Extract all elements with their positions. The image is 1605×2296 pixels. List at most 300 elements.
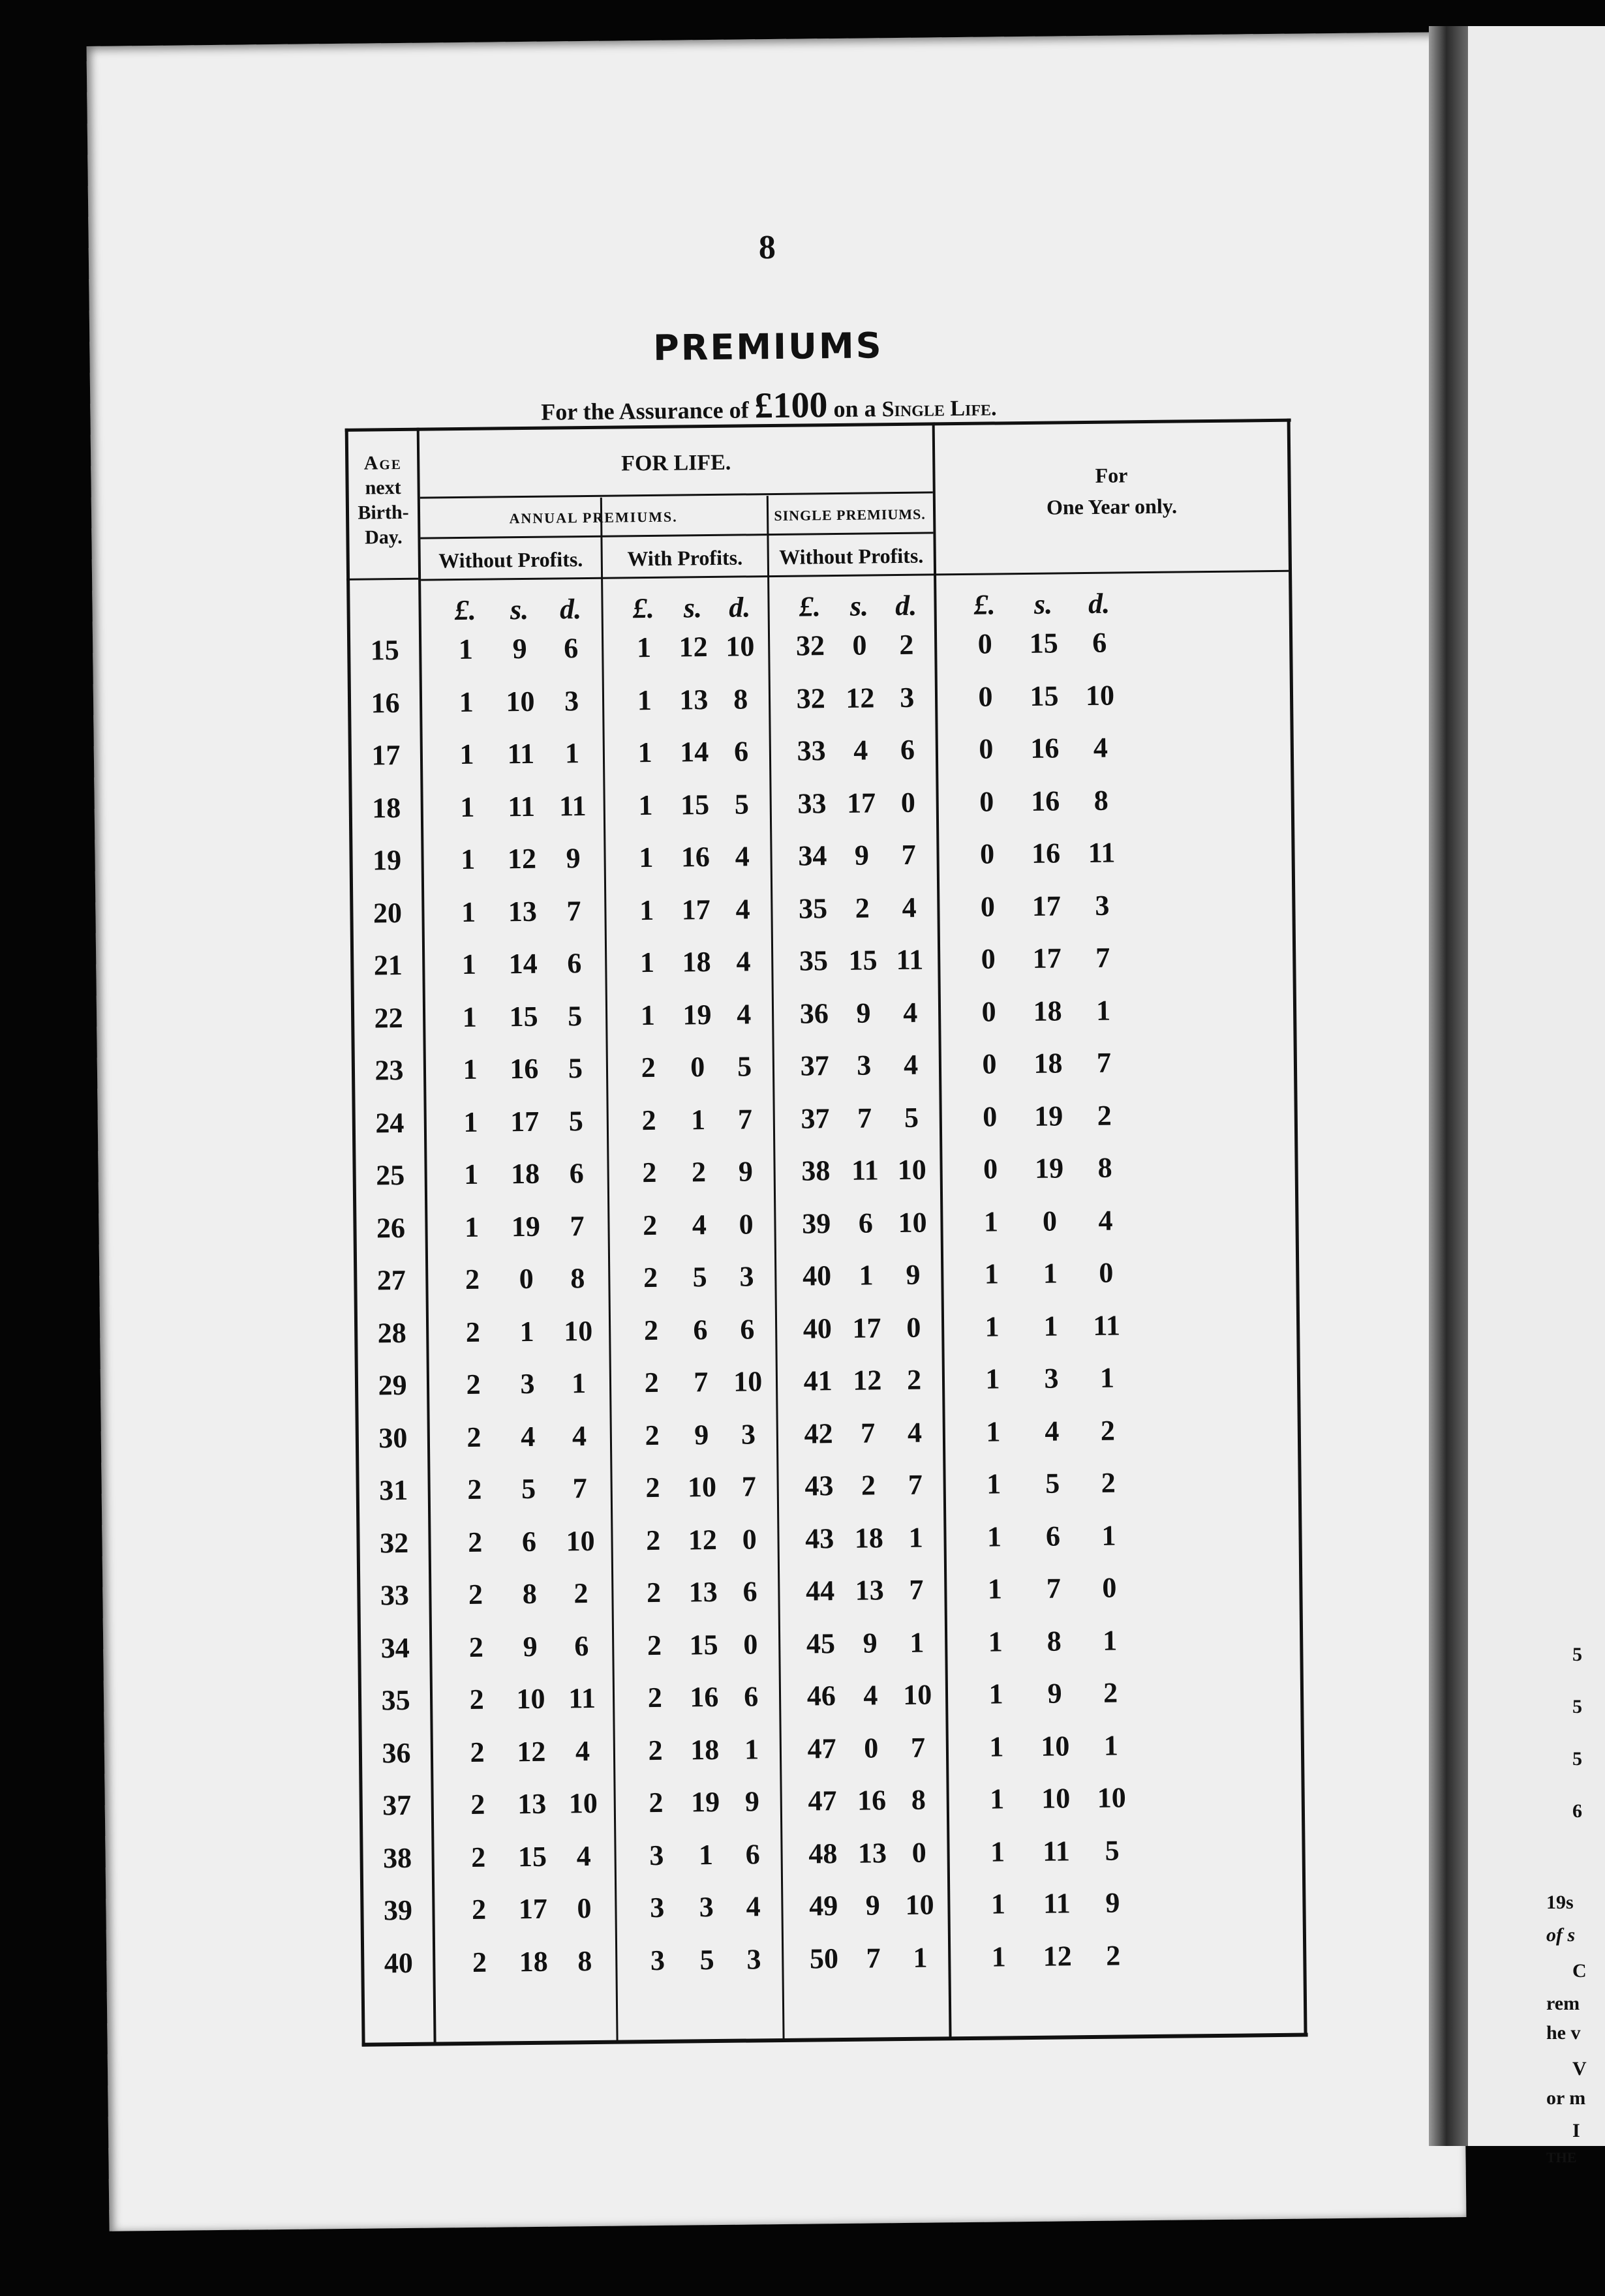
premium-cell: 38 (801, 1155, 831, 1187)
premium-cell: 18 (510, 1157, 540, 1190)
premium-cell: 2 (645, 1471, 660, 1504)
premium-cell: 0 (900, 786, 916, 819)
premium-cell: 17 (846, 786, 876, 819)
premium-cell: 17 (681, 893, 711, 926)
premium-cell: 1 (859, 1259, 874, 1292)
premium-cell: 1 (637, 684, 652, 716)
premium-cell: 6 (567, 947, 582, 980)
subtitle-suffix: on a (833, 395, 876, 423)
premium-cell: 19 (1034, 1099, 1063, 1132)
premium-cell: 1 (459, 738, 474, 771)
premium-cell: 3 (649, 1891, 665, 1924)
premium-cell: 5 (568, 1104, 584, 1137)
premium-cell: 12 (688, 1523, 718, 1556)
premium-cell: 17 (1032, 942, 1062, 974)
premium-cell: 39 (801, 1207, 831, 1240)
premium-cell: 5 (1045, 1467, 1060, 1500)
premium-cell: 7 (901, 838, 916, 871)
premium-cell: 7 (572, 1472, 588, 1505)
premium-cell: 8 (1097, 1151, 1112, 1184)
premium-cell: 2 (1103, 1676, 1118, 1709)
premium-cell: 12 (507, 842, 537, 875)
premium-cell: 10 (563, 1314, 593, 1347)
single-premiums-header: SINGLE PREMIUMS. (774, 506, 926, 524)
premium-cell: 0 (906, 1311, 921, 1344)
next-page-fragment: rem (1546, 1993, 1580, 2014)
premium-cell: 1 (639, 841, 654, 874)
premium-cell: 2 (861, 1469, 876, 1502)
premium-cell: 9 (512, 632, 527, 665)
premium-cell: 13 (688, 1575, 718, 1609)
premium-cell: 5 (568, 1052, 583, 1085)
premium-cell: 0 (980, 890, 996, 923)
premium-cell: 47 (808, 1785, 837, 1817)
premium-cell: 4 (902, 996, 918, 1029)
premium-cell: 6 (900, 733, 915, 766)
premium-cell: 10 (566, 1524, 595, 1557)
premium-cell: 13 (517, 1787, 547, 1820)
premium-cell: 5 (567, 999, 583, 1032)
premium-cell: 9 (854, 839, 870, 871)
annual-rule (420, 534, 767, 539)
premium-cell: 2 (642, 1156, 657, 1189)
premium-cell: 35 (798, 892, 828, 925)
premium-cell: 6 (1045, 1519, 1061, 1552)
age-header (348, 451, 418, 551)
premium-cell: 7 (857, 1101, 872, 1134)
for-life-header: FOR LIFE. (621, 450, 731, 476)
premium-cell: 1 (463, 1106, 478, 1138)
premium-cell: 9 (1105, 1886, 1120, 1919)
premium-cell: 18 (690, 1733, 720, 1766)
age-cell: 40 (384, 1946, 414, 1979)
premium-cell: 2 (641, 1051, 656, 1084)
age-cell: 37 (382, 1789, 412, 1822)
premium-cell: 19 (1034, 1152, 1064, 1185)
premium-cell: 2 (1101, 1466, 1116, 1499)
premium-cell: 4 (863, 1679, 878, 1712)
premium-cell: 10 (687, 1470, 717, 1503)
premium-cell: 18 (1033, 994, 1062, 1027)
age-cell: 18 (372, 791, 401, 824)
premium-cell: 7 (741, 1470, 757, 1503)
premium-cell: 4 (736, 945, 751, 978)
premium-cell: 2 (573, 1577, 588, 1610)
age-cell: 28 (377, 1316, 406, 1349)
age-cell: 24 (375, 1106, 405, 1139)
premium-cell: 4 (907, 1416, 923, 1449)
premium-cell: 4 (692, 1208, 707, 1241)
premium-cell: 1 (991, 1940, 1007, 1973)
premium-cell: 17 (1032, 889, 1062, 922)
premium-cell: 2 (465, 1263, 480, 1296)
premium-cell: 10 (506, 685, 535, 718)
premium-cell: 3 (649, 1839, 664, 1871)
subtitle-prefix: For the Assurance of (541, 397, 749, 425)
age-cell: 39 (383, 1894, 413, 1927)
premium-cell: 2 (472, 1946, 487, 1978)
age-header-line: Age (363, 451, 402, 474)
premium-cell: 1 (986, 1415, 1001, 1448)
premium-cell: 2 (642, 1209, 658, 1241)
premium-cell: 2 (1097, 1099, 1112, 1132)
premium-cell: 1 (986, 1468, 1001, 1500)
age-header-line: Day. (364, 526, 403, 549)
premium-cell: 2 (641, 1104, 656, 1136)
premium-cell: 4 (521, 1420, 536, 1453)
premium-cell: 16 (1030, 732, 1060, 764)
premium-cell: 2 (471, 1893, 487, 1926)
premium-cell: 18 (519, 1945, 548, 1978)
premium-cell: 2 (647, 1629, 662, 1661)
premium-cell: 44 (805, 1575, 835, 1607)
premium-cell: 7 (908, 1468, 923, 1501)
premium-cell: 0 (1099, 1256, 1114, 1289)
premium-cell: 3 (1044, 1362, 1059, 1395)
next-page-fragment: I (1572, 2120, 1580, 2141)
age-cell: 20 (373, 896, 403, 929)
premium-cell: 6 (743, 1680, 759, 1713)
unit-label: £. (454, 594, 476, 627)
premium-cell: 7 (866, 1941, 881, 1974)
premium-cell: 0 (983, 1153, 998, 1185)
premium-cell: 0 (978, 680, 993, 713)
age-header-line: Birth- (358, 501, 409, 524)
one-year-header-line: One Year only. (1046, 494, 1178, 519)
age-cell: 35 (381, 1684, 410, 1717)
premium-cell: 3 (741, 1417, 756, 1451)
premium-cell: 1 (640, 999, 656, 1031)
premium-cell: 1 (1103, 1729, 1119, 1762)
premium-cell: 1 (1101, 1519, 1116, 1552)
premium-cell: 10 (897, 1153, 927, 1186)
premium-cell: 19 (690, 1785, 720, 1819)
premium-cell: 32 (795, 629, 825, 662)
premium-cell: 1 (636, 631, 652, 664)
premium-cell: 1 (690, 1103, 706, 1136)
premium-cell: 1 (984, 1258, 1000, 1290)
premium-cell: 2 (467, 1473, 482, 1505)
premium-cell: 4 (737, 997, 752, 1031)
premium-cell: 11 (508, 790, 536, 823)
unit-label: £. (973, 588, 996, 621)
age-cell: 26 (376, 1211, 406, 1244)
age-cell: 27 (376, 1263, 406, 1297)
premium-cell: 2 (646, 1576, 662, 1609)
unit-label: s. (510, 593, 529, 626)
premium-cell: 10 (1041, 1729, 1070, 1762)
age-cell: 33 (380, 1578, 410, 1612)
premium-cell: 15 (689, 1628, 718, 1661)
premium-cell: 1 (464, 1211, 480, 1243)
premium-cell: 16 (1030, 784, 1060, 817)
premium-cell: 0 (979, 785, 994, 818)
unit-label: d. (894, 589, 917, 622)
premium-cell: 7 (909, 1573, 924, 1606)
premium-cell: 36 (799, 997, 829, 1030)
book-page (87, 32, 1467, 2231)
premium-cell: 3 (650, 1944, 665, 1976)
premium-cell: 15 (509, 1000, 538, 1033)
without-profits-header: Without Profits. (438, 547, 583, 573)
premium-cell: 48 (808, 1837, 838, 1870)
premium-cell: 19 (511, 1210, 541, 1243)
book-gutter (1429, 26, 1468, 2146)
premium-cell: 9 (906, 1258, 921, 1291)
age-cell: 15 (370, 634, 399, 667)
premium-cell: 1 (989, 1730, 1004, 1763)
premium-cell: 2 (906, 1363, 922, 1396)
premium-cell: 4 (903, 1048, 919, 1081)
premium-cell: 10 (726, 630, 755, 663)
premium-cell: 1 (460, 843, 476, 876)
page-title: PREMIUMS (652, 325, 883, 369)
premium-cell: 1 (460, 791, 475, 823)
premium-cell: 43 (804, 1470, 834, 1502)
age-cell: 16 (371, 686, 400, 719)
premium-cell: 4 (576, 1839, 591, 1872)
premium-cell: 1 (698, 1838, 714, 1871)
premium-cell: 9 (694, 1418, 709, 1451)
age-cell: 38 (382, 1841, 412, 1874)
premium-cell: 19 (682, 998, 712, 1031)
premium-cell: 14 (508, 947, 538, 980)
premium-cell: 2 (648, 1734, 663, 1766)
unit-label: d. (559, 593, 582, 626)
premium-cell: 9 (856, 996, 871, 1029)
premium-cell: 2 (469, 1683, 484, 1715)
unit-label: £. (799, 590, 821, 623)
premium-cell: 1 (1043, 1257, 1058, 1290)
next-page-fragment: 6 (1572, 1800, 1582, 1822)
premium-cell: 4 (1093, 731, 1108, 764)
premium-cell: 18 (1033, 1047, 1063, 1080)
premium-cell: 17 (852, 1311, 881, 1344)
premium-cell: 10 (905, 1888, 934, 1921)
premium-cell: 46 (806, 1680, 836, 1712)
premium-cell: 10 (568, 1787, 598, 1820)
premium-cell: 1 (519, 1315, 534, 1348)
premium-cell: 10 (902, 1678, 932, 1712)
premium-cell: 9 (523, 1630, 538, 1663)
premium-cell: 6 (733, 735, 749, 768)
age-cell: 25 (375, 1158, 405, 1192)
premium-cell: 12 (853, 1364, 882, 1397)
premium-cell: 1 (989, 1783, 1005, 1815)
table-right-rule (1287, 419, 1307, 2036)
premium-cell: 43 (805, 1522, 834, 1555)
premium-cell: 18 (854, 1521, 884, 1554)
premium-cell: 1 (988, 1625, 1003, 1658)
subtitle-suffix-smallcaps: Single Life. (881, 396, 997, 422)
subtitle-amount: £100 (754, 385, 828, 427)
premium-cell: 2 (643, 1314, 659, 1346)
premium-cell: 2 (468, 1631, 484, 1663)
premium-cell: 42 (804, 1417, 833, 1450)
premium-cell: 6 (1092, 626, 1107, 659)
premium-cell: 0 (983, 1100, 998, 1133)
premium-cell: 13 (508, 895, 538, 928)
premium-cell: 1 (459, 686, 474, 718)
age-cell: 23 (374, 1053, 404, 1087)
premium-cell: 4 (1098, 1204, 1113, 1237)
premium-cell: 8 (1093, 784, 1108, 817)
premium-cell: 3 (520, 1367, 535, 1400)
table-bottom-rule (362, 2033, 1308, 2047)
premium-cell: 1 (638, 789, 653, 821)
premium-cell: 0 (577, 1892, 592, 1925)
premium-cell: 1 (987, 1573, 1003, 1605)
premium-cell: 13 (679, 683, 709, 716)
premium-cell: 7 (860, 1416, 876, 1449)
premium-cell: 10 (898, 1206, 927, 1239)
premium-cell: 7 (1046, 1572, 1062, 1605)
premium-cell: 2 (855, 891, 870, 924)
premium-cell: 2 (1105, 1939, 1121, 1972)
premium-cell: 3 (746, 1942, 761, 1976)
premium-cell: 2 (466, 1368, 481, 1400)
premium-cell: 16 (857, 1784, 887, 1817)
premium-cell: 5 (692, 1261, 707, 1293)
premium-cell: 6 (521, 1525, 537, 1558)
premium-cell: 1 (458, 633, 474, 666)
premium-cell: 9 (738, 1155, 754, 1188)
premium-cell: 10 (1041, 1782, 1071, 1815)
premium-cell: 6 (742, 1575, 757, 1608)
premium-cell: 40 (802, 1312, 833, 1345)
single-without-profits-header: Without Profits. (779, 543, 924, 569)
age-cell: 19 (372, 843, 402, 877)
premium-cell: 3 (1095, 889, 1110, 922)
premium-cell: 8 (1047, 1624, 1062, 1657)
premium-cell: 7 (566, 894, 581, 927)
premium-cell: 0 (979, 733, 994, 765)
single-rule (767, 532, 933, 536)
premium-cell: 16 (680, 841, 711, 873)
next-page-fragment: C (1572, 1960, 1587, 1982)
premium-cell: 12 (846, 681, 875, 714)
page-number: 8 (758, 228, 776, 267)
unit-label: £. (632, 592, 655, 625)
premium-cell: 9 (744, 1785, 760, 1818)
premium-cell: 15 (1030, 679, 1059, 712)
premium-cell: 2 (465, 1316, 481, 1348)
premium-cell: 0 (982, 1048, 997, 1080)
premium-cell: 2 (646, 1524, 661, 1556)
premium-cell: 7 (1095, 941, 1110, 974)
premium-cell: 6 (745, 1837, 761, 1871)
premium-cell: 1 (986, 1520, 1002, 1553)
next-page-fragment: V (1572, 2058, 1587, 2079)
premium-cell: 9 (566, 842, 581, 875)
for-life-rule (420, 491, 933, 498)
premium-cell: 3 (739, 1260, 754, 1293)
premium-cell: 11 (1088, 836, 1116, 869)
premium-cell: 9 (863, 1626, 878, 1659)
premium-cell: 6 (564, 632, 579, 665)
premium-cell: 10 (516, 1682, 545, 1715)
premium-cell: 7 (910, 1731, 926, 1764)
premium-cell: 5 (904, 1101, 919, 1134)
premium-cell: 1 (637, 736, 652, 769)
premium-cell: 16 (510, 1052, 539, 1085)
premium-cell: 5 (737, 1050, 752, 1083)
premium-cell: 3 (899, 681, 915, 714)
premium-cell: 1 (988, 1678, 1003, 1710)
premium-cell: 14 (679, 736, 709, 768)
premium-cell: 40 (802, 1260, 832, 1292)
age-cell: 30 (378, 1421, 408, 1454)
premium-cell: 3 (564, 684, 579, 717)
unit-label: d. (728, 591, 751, 624)
premium-cell: 7 (1096, 1046, 1112, 1079)
premium-cell: 11 (558, 789, 587, 822)
unit-label: s. (683, 592, 703, 624)
premium-cell: 13 (855, 1574, 884, 1607)
premium-cell: 33 (797, 787, 827, 820)
age-header-rule (346, 578, 418, 581)
premium-cell: 11 (896, 943, 924, 976)
premium-cell: 15 (1029, 627, 1058, 659)
next-page-fragment: 5 (1572, 1748, 1582, 1770)
premium-cell: 0 (981, 943, 996, 975)
next-page-fragment: THE (1546, 2149, 1577, 2166)
premium-cell: 1 (461, 896, 476, 928)
premium-cell: 45 (806, 1627, 836, 1660)
premium-cell: 1 (463, 1053, 478, 1086)
premium-cell: 1 (639, 894, 654, 926)
premium-cell: 1 (564, 737, 580, 770)
premium-cell: 1 (744, 1732, 759, 1766)
premium-cell: 7 (737, 1102, 753, 1136)
premium-cell: 2 (644, 1366, 660, 1399)
premium-cell: 1 (985, 1310, 1000, 1343)
with-profits-header: With Profits. (627, 545, 743, 571)
premium-cell: 11 (851, 1154, 879, 1186)
premium-cell: 17 (510, 1105, 540, 1138)
premium-cell: 49 (808, 1890, 838, 1922)
premium-cell: 0 (979, 838, 995, 870)
premium-cell: 1 (461, 948, 477, 981)
premium-cell: 4 (735, 892, 750, 926)
premium-cell: 11 (507, 737, 535, 770)
premium-cell: 16 (1031, 837, 1061, 869)
premium-cell: 4 (746, 1890, 761, 1923)
premium-cell: 11 (1043, 1887, 1071, 1920)
premium-cell: 6 (574, 1629, 589, 1662)
age-cell: 36 (382, 1736, 411, 1769)
premium-cell: 0 (977, 627, 992, 660)
one-year-header-line: For (1095, 463, 1128, 487)
premium-cell: 37 (800, 1050, 829, 1082)
premium-cell: 2 (470, 1736, 485, 1768)
next-page-fragment: of s (1546, 1924, 1576, 1946)
premium-cell: 4 (853, 734, 868, 766)
premium-cell: 8 (570, 1262, 585, 1295)
premium-cell: 0 (852, 629, 867, 661)
premium-cell: 1 (462, 1001, 477, 1033)
next-page-fragment: 5 (1572, 1644, 1582, 1665)
premium-cell: 4 (572, 1419, 587, 1452)
next-page-fragment: 19s (1546, 1892, 1574, 1913)
premium-cell: 5 (521, 1472, 536, 1505)
premium-cell: 33 (797, 734, 826, 767)
premium-cell: 17 (518, 1892, 548, 1926)
premium-cell: 2 (467, 1526, 483, 1558)
premium-cell: 0 (690, 1051, 705, 1083)
age-cell: 21 (373, 948, 403, 982)
premium-cell: 6 (740, 1312, 755, 1346)
